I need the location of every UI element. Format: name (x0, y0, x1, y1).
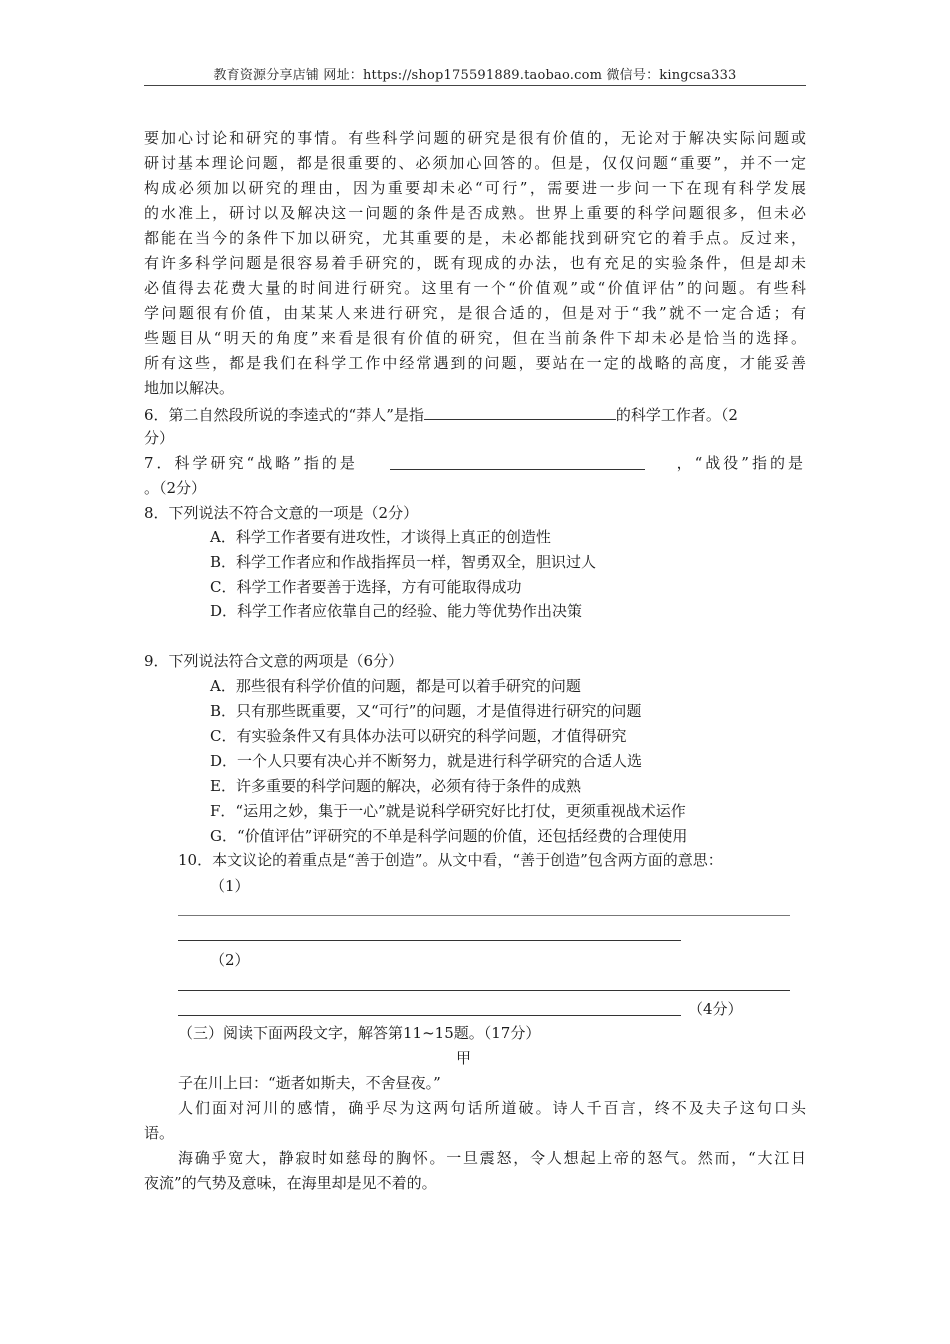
q7-cont: 。（2分） (144, 479, 207, 497)
q10-answer2-line2[interactable] (178, 1015, 681, 1016)
passage-line: 都能在当今的条件下加以研究，尤其重要的是，未必都能找到研究它的着手点。反过来， (144, 229, 806, 247)
q9-option-c[interactable]: C．有实验条件又有具体办法可以研究的科学问题，才值得研究 (210, 727, 627, 745)
section3-line: 人们面对河川的感情，确乎尽为这两句话所道破。诗人千百言，终不及夫子这句口头 (178, 1099, 806, 1117)
q8-stem: 8．下列说法不符合文意的一项是（2分） (144, 504, 419, 522)
q10-answer2-line1[interactable] (178, 990, 790, 991)
header-divider (144, 85, 806, 86)
q10-stem: 10．本文议论的着重点是“善于创造”。从文中看，“善于创造”包含两方面的意思： (178, 851, 723, 869)
q10-answer1-line2[interactable] (178, 940, 681, 941)
section3-line: 夜流”的气势及意味，在海里却是见不着的。 (144, 1174, 437, 1192)
passage-line: 些题目从“明天的角度”来看是很有价值的研究，但在当前条件下却未必是恰当的选择。 (144, 329, 806, 347)
q7-line (144, 453, 806, 473)
q9-option-g[interactable]: G．“价值评估”评研究的不单是科学问题的价值，还包括经费的合理使用 (210, 827, 688, 845)
passage-line: 地加以解决。 (144, 379, 235, 397)
q7-middle: ，“战役”指的是 (676, 454, 806, 472)
q6-prefix: 6．第二自然段所说的李逵式的“莽人”是指 (144, 406, 424, 424)
q9-option-e[interactable]: E．许多重要的科学问题的解决，必须有待于条件的成熟 (210, 777, 581, 795)
q6-answer-blank[interactable] (424, 403, 616, 420)
q6-cont: 分） (144, 429, 175, 447)
q10-score: （4分） (688, 1000, 743, 1018)
q9-option-b[interactable]: B．只有那些既重要，又“可行”的问题，才是值得进行研究的问题 (210, 702, 642, 720)
header-text: 教育资源分享店铺 网址：https://shop175591889.taobao.com 微信号：kingcsa333 (213, 68, 737, 83)
q9-option-f[interactable]: F．“运用之妙，集于一心”就是说科学研究好比打仗，更须重视战术运作 (210, 802, 686, 820)
q8-option-b[interactable]: B．科学工作者应和作战指挥员一样，智勇双全，胆识过人 (210, 553, 597, 571)
passage-line: 有许多科学问题是很容易着手研究的，既有现成的办法，也有充足的实验条件，但是却未 (144, 254, 806, 272)
passage-line: 构成必须加以研究的理由，因为重要却未必“可行”，需要进一步问一下在现有科学发展 (144, 179, 806, 197)
section3-heading: （三）阅读下面两段文字，解答第11~15题。（17分） (178, 1024, 541, 1042)
q9-option-a[interactable]: A．那些很有科学价值的问题，都是可以着手研究的问题 (210, 677, 581, 695)
q8-option-a[interactable]: A．科学工作者要有进攻性，才谈得上真正的创造性 (210, 528, 551, 546)
q8-option-d[interactable]: D．科学工作者应依靠自己的经验、能力等优势作出决策 (210, 602, 583, 620)
q7-prefix: 7．科学研究“战略”指的是 (144, 454, 358, 472)
q10-part1-label: （1） (210, 877, 250, 895)
q10-part2-label: （2） (210, 951, 250, 969)
section3-line: 子在川上曰：“逝者如斯夫，不舍昼夜。” (178, 1074, 441, 1092)
q6-line (144, 403, 738, 425)
section3-line: 语。 (144, 1124, 175, 1142)
q7-strategy-blank[interactable] (390, 453, 645, 470)
passage-line: 学问题很有价值，由某某人来进行研究，是很合适的，但是对于“我”就不一定合适；有 (144, 304, 806, 322)
q6-suffix: 的科学工作者。（2 (615, 406, 738, 424)
passage-line: 要加心讨论和研究的事情。有些科学问题的研究是很有价值的，无论对于解决实际问题或 (144, 129, 806, 147)
q10-answer1-line1[interactable] (178, 915, 790, 916)
section3-line: 海确乎宽大，静寂时如慈母的胸怀。一旦震怒，令人想起上帝的怒气。然而，“大江日 (178, 1149, 806, 1167)
q9-stem: 9．下列说法符合文意的两项是（6分） (144, 652, 404, 670)
passage-line: 研讨基本理论问题，都是很重要的、必须加心回答的。但是，仅仅问题“重要”，并不一定 (144, 154, 806, 172)
passage-line: 的水准上，研讨以及解决这一问题的条件是否成熟。世界上重要的科学问题很多，但未必 (144, 204, 806, 222)
section3-subtitle: 甲 (456, 1049, 472, 1067)
q8-option-c[interactable]: C．科学工作者要善于选择，方有可能取得成功 (210, 578, 522, 596)
passage-line: 所有这些，都是我们在科学工作中经常遇到的问题，要站在一定的战略的高度，才能妥善 (144, 354, 806, 372)
q9-option-d[interactable]: D．一个人只要有决心并不断努力，就是进行科学研究的合适人选 (210, 752, 643, 770)
passage-line: 必值得去花费大量的时间进行研究。这里有一个“价值观”或“价值评估”的问题。有些科 (144, 279, 806, 297)
